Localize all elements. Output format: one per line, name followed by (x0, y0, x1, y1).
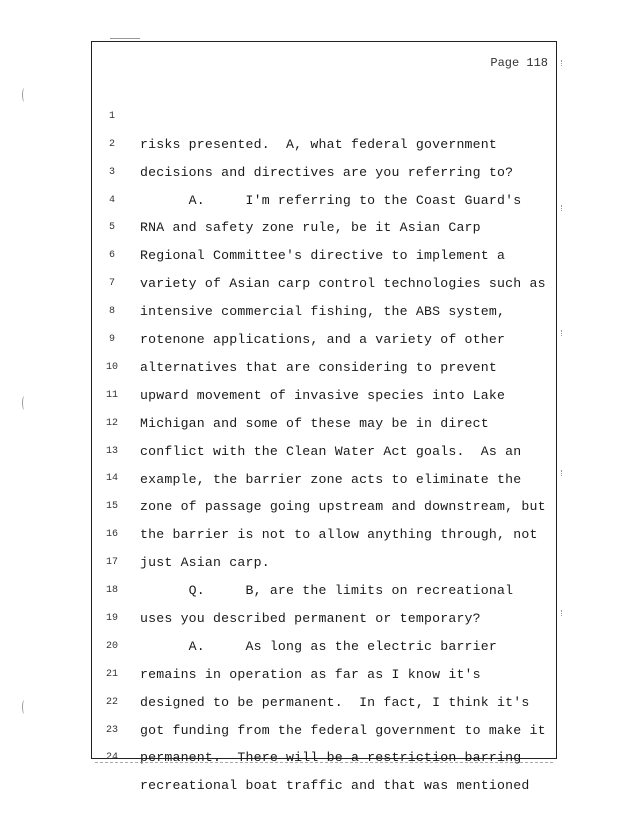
hole-punch-mark (22, 88, 27, 102)
scan-artifact-right (561, 610, 565, 616)
line-text: remains in operation as far as I know it's (140, 666, 481, 682)
line-text: example, the barrier zone acts to eliminate the (140, 471, 522, 487)
scan-artifact-right (561, 330, 565, 336)
line-text: risks presented. A, what federal government (140, 136, 498, 152)
line-number: 23 (105, 724, 118, 736)
line-text: A. I'm referring to the Coast Guard's (140, 192, 522, 208)
line-number: 15 (105, 501, 118, 513)
line-number: 21 (105, 668, 118, 680)
transcript-line (92, 75, 556, 152)
line-number: 12 (105, 417, 118, 429)
scan-artifact-right (561, 205, 565, 211)
line-text: recreational boat traffic and that was mentioned (140, 778, 530, 794)
line-number: 10 (105, 361, 118, 373)
hole-punch-mark (22, 396, 27, 410)
line-number: 19 (105, 612, 118, 624)
transcript-lines (92, 75, 556, 794)
line-number: 22 (105, 696, 118, 708)
line-number: 14 (105, 473, 118, 485)
line-text: rotenone applications, and a variety of other (140, 332, 506, 348)
line-number: 20 (105, 640, 118, 652)
line-number: 2 (108, 138, 115, 150)
line-number: 1 (108, 110, 115, 122)
line-text: RNA and safety zone rule, be it Asian Carp (140, 220, 481, 236)
scan-artifact-right (561, 60, 565, 66)
line-text: A. As long as the electric barrier (140, 638, 498, 654)
line-number: 3 (108, 166, 115, 178)
line-text: zone of passage going upstream and downstream, but (140, 499, 546, 515)
line-number: 8 (108, 306, 115, 318)
line-number: 5 (108, 222, 115, 234)
line-number: 4 (108, 194, 115, 206)
line-number: 13 (105, 445, 118, 457)
scan-artifact-right (561, 470, 565, 476)
line-text: conflict with the Clean Water Act goals. As an (140, 443, 522, 459)
line-text: upward movement of invasive species into Lake (140, 387, 506, 403)
scan-artifact-bottom (95, 762, 553, 767)
line-text: Regional Committee's directive to implement a (140, 248, 506, 264)
line-text: just Asian carp. (140, 555, 270, 571)
transcript-page (91, 41, 557, 794)
line-text: the barrier is not to allow anything through, not (140, 527, 538, 543)
line-number: 9 (108, 334, 115, 346)
line-text: intensive commercial fishing, the ABS system, (140, 304, 506, 320)
line-text: alternatives that are considering to prevent (140, 359, 498, 375)
line-text: decisions and directives are you referring to? (140, 164, 514, 180)
line-number: 16 (105, 529, 118, 541)
line-number: 11 (105, 389, 118, 401)
line-text: permanent. There will be a restriction barring (140, 750, 522, 766)
line-text: Q. B, are the limits on recreational (140, 583, 514, 599)
line-number: 18 (105, 585, 118, 597)
line-text: designed to be permanent. In fact, I think it's (140, 694, 530, 710)
line-number: 17 (105, 557, 118, 569)
line-text: variety of Asian carp control technologies such as (140, 276, 546, 292)
line-text: Michigan and some of these may be in direct (140, 415, 489, 431)
line-text: got funding from the federal government to make it (140, 722, 546, 738)
line-number: 7 (108, 278, 115, 290)
line-number: 24 (105, 752, 118, 764)
hole-punch-mark (22, 700, 27, 714)
line-number: 6 (108, 250, 115, 262)
page-number: Page 118 (490, 56, 548, 70)
line-text: uses you described permanent or temporary? (140, 610, 481, 626)
